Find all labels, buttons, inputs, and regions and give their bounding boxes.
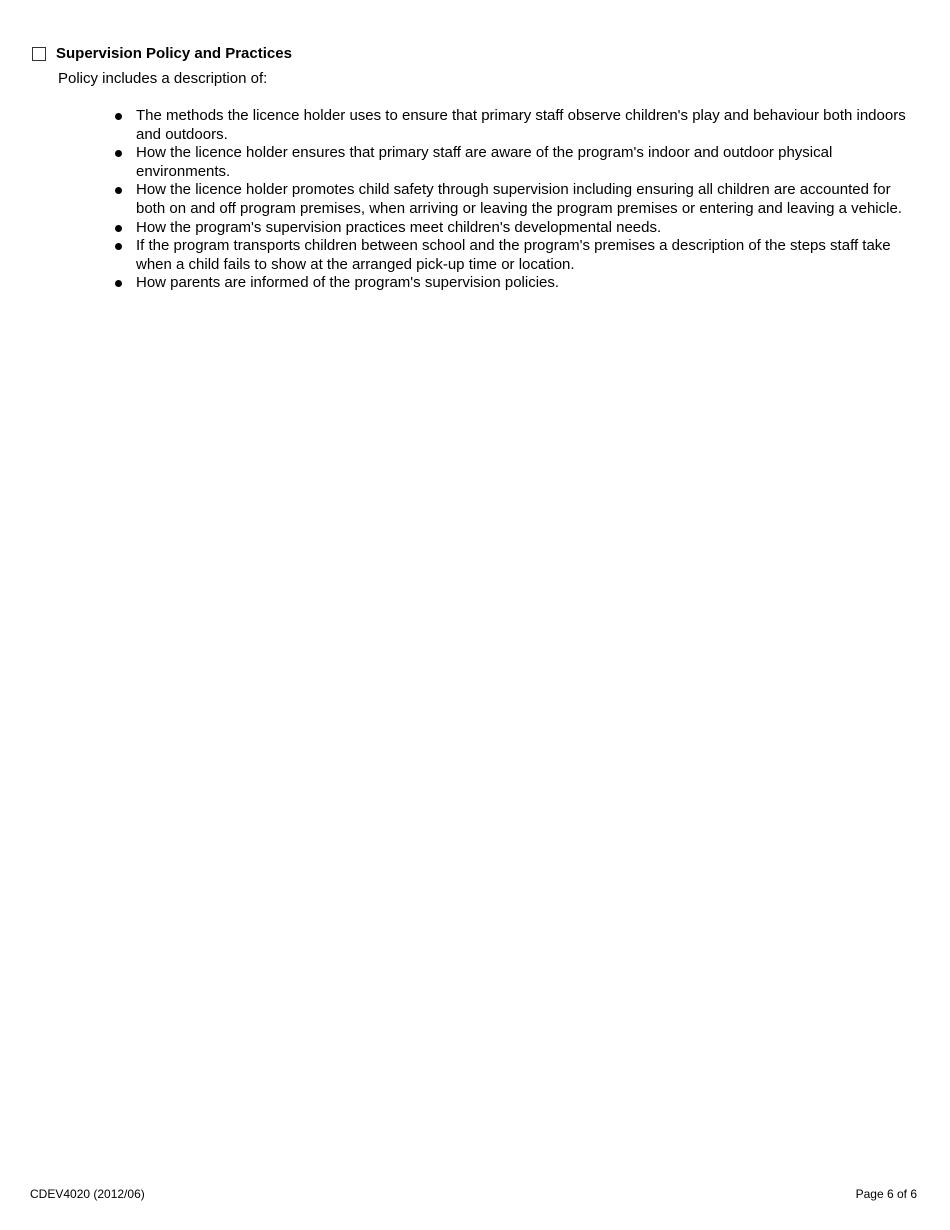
list-item: How the licence holder promotes child safety through supervision including ensuring all children are accounted for both on and off program premises, when arriving or leaving the program premises or entering and leaving a vehicle. — [112, 181, 922, 218]
list-item: How the licence holder ensures that primary staff are aware of the program's indoor and outdoor physical environments. — [112, 144, 922, 181]
bullet-icon — [115, 187, 122, 194]
bullet-icon — [115, 150, 122, 157]
section-title: Supervision Policy and Practices — [56, 45, 292, 62]
requirements-list — [112, 107, 922, 293]
supervision-policy-checkbox[interactable] — [32, 47, 46, 61]
bullet-icon — [115, 225, 122, 232]
bullet-icon — [115, 113, 122, 120]
list-item: If the program transports children between school and the program's premises a description of the steps staff take when a child fails to show at the arranged pick-up time or location. — [112, 237, 922, 274]
form-id: CDEV4020 (2012/06) — [30, 1187, 145, 1201]
list-item: How the program's supervision practices meet children's developmental needs. — [112, 219, 922, 238]
list-item: How parents are informed of the program's supervision policies. — [112, 274, 922, 293]
section-intro: Policy includes a description of: — [58, 70, 268, 87]
page-number: Page 6 of 6 — [855, 1187, 917, 1201]
list-item: The methods the licence holder uses to ensure that primary staff observe children's play and behaviour both indoors and outdoors. — [112, 107, 922, 144]
bullet-icon — [115, 280, 122, 287]
section-header — [32, 45, 292, 62]
bullet-icon — [115, 243, 122, 250]
